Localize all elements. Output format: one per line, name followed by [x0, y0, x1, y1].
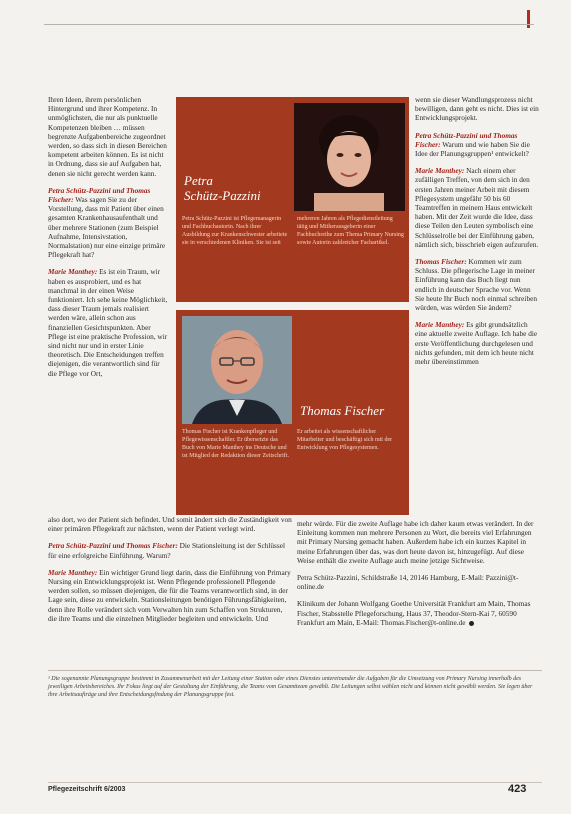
- petra-portrait-illustration: [294, 103, 405, 211]
- speaker-label: Marie Manthey:: [415, 320, 465, 330]
- petra-bio-text: Petra Schütz-Pazzini ist Pflegemanagerin und Fachbuchautorin. Nach ihrer Ausbildung zur Krankenschwester arbeitete sie in verschiedenen Kliniken. Sie ist seit mehreren Jahren als Pflegedienstleitung tätig und Mitherausgeberin einer Fachbuchreihe zum Thema Primary Nursing sowie Autorin zahlreicher Fachartikel.: [182, 216, 404, 246]
- petra-last-name: Schütz-Pazzini: [184, 188, 261, 203]
- journal-issue: Pflegezeitschrift 6/2003: [48, 786, 126, 793]
- speaker-label: Thomas Fischer:: [415, 257, 467, 267]
- speaker-label: Marie Manthey:: [48, 567, 98, 577]
- petra-profile-box: [176, 97, 409, 302]
- petra-name: [184, 173, 261, 203]
- end-of-article-icon: [469, 621, 474, 626]
- paragraph: [415, 166, 541, 249]
- thomas-profile-box: [176, 310, 409, 515]
- paragraph: [415, 320, 541, 366]
- speaker-label: Petra Schütz-Pazzini und Thomas Fischer:: [48, 541, 178, 551]
- paragraph-text: also dort, wo der Patient sich befindet. Und somit ändert sich die Zuständigkeit von einer primären Pflegekraft zur nächsten, wenn der Patient verlegt wird.: [48, 515, 292, 534]
- paragraph: [48, 267, 168, 377]
- bottom-left-text: [48, 515, 293, 631]
- paragraph: [415, 257, 541, 312]
- left-text-column: [48, 95, 168, 386]
- paragraph-text: Es gibt grundsätzlich eine aktuelle zweite Auflage. Ich habe die erste Veröffentlichung durchgelesen und nichts gefunden, mit dem ich heute nicht mehr übereinstimmen: [415, 320, 538, 367]
- paragraph: [48, 186, 168, 260]
- speaker-label: Petra Schütz-Pazzini und Thomas Fischer:: [48, 185, 151, 205]
- bottom-right-text: [297, 519, 542, 635]
- paragraph: [48, 541, 293, 559]
- paragraph-text: Kommen wir zum Schluss. Die pflegerische Lage in meiner Einführung kann das Buch liegt nun endlich in deutscher Sprache vor. Wenn Sie heute Ihr Buch noch einmal schreiben würden, was würden Sie ändern?: [415, 257, 537, 313]
- paragraph: [415, 131, 541, 159]
- right-text-column: [415, 95, 541, 374]
- thomas-portrait-photo: [182, 316, 292, 424]
- author-address: [297, 599, 542, 627]
- paragraph: mehr würde. Für die zweite Auflage habe ich daher kaum etwas verändert. In der Einleitung kommen nun mehrere Personen zu Wort, die bereits viel Erfahrungen mit Primary Nursing gemacht haben. Außerdem habe ich ein kurzes Kapitel in meine Erfahrungen über das, was dort heute davon ist, hinzugefügt. Auf diese Weise enthält die zweite Auflage auch meine jetzige Sichtweise.: [297, 519, 534, 565]
- paragraph-text: Ein wichtiger Grund liegt darin, dass die Einführung von Primary Nursing ein Entwicklungsprojekt ist. Wenn Pflegende professionell Pflegende werden sollen, so müssen diejenigen, die für die Teams verantwortlich sind, in der Lage sein, diese zu entwickeln. Stationsleitungen benötigen Führungsfähigkeiten, denn ihre Rolle verändert sich vom Verwalten hin zum Schaffen von Strukturen, die ihre Teams und die einzelnen Mitglieder begleiten und entwickeln. Und: [48, 567, 291, 623]
- paragraph-text: Nach einem eher zufälligen Treffen, von dem sich in den ersten Jahren meiner Arbeit mit diesem Pflegesystem ungefähr 50 bis 60 Teamtreffen in meinem Haus entwickelt haben. Mit der Zeit wurde die Idee, dass diese Teilen den Leuten symbolisch eine Schlüsselrolle bei der Einführung gaben, nämlich sich, bisschrieb eigen aufzurufen.: [415, 166, 539, 249]
- paragraph-text: Was sagen Sie zu der Vorstellung, dass mit Patient über einen gesamten Krankenhausaufenthalt und über mehrere Stationen (zum Beispiel Aufnahme, Intensivstation, Normalstation) nur eine einzige primäre Pflegekraft hat?: [48, 195, 166, 260]
- footer-rule: [48, 782, 542, 783]
- footnote-rule: [48, 670, 542, 671]
- paragraph-text: Ihren Ideen, ihrem persönlichen Hintergrund und ihrer Kompetenz. In unmöglichsten, die nur als punktuelle Kompetenzen bleiben … müssen begrenzte Aufgabenbereiche zugeordnet werden, so dass sich in diesen Bereichen kompetent arbeiten können. Es ist nicht in Ordnung, dass sie auf Aufgaben hat, denen sie nicht gerecht werden kann.: [48, 95, 167, 178]
- petra-first-name: Petra: [184, 173, 213, 188]
- paragraph-text: Die Stationsleitung ist der Schlüssel für eine erfolgreiche Einführung. Warum?: [48, 541, 285, 560]
- page-number: 423: [508, 783, 527, 795]
- author-address-text: Klinikum der Johann Wolfgang Goethe Universität Frankfurt am Main, Thomas Fischer, Stabsstelle Pflegeforschung, Haus 37, Theodor-Stern-Kai 7, 60590 Frankfurt am Main, E-Mail: Thomas.Fischer@t-online.de: [297, 599, 531, 627]
- header-rule: [44, 24, 534, 25]
- paragraph: [48, 95, 168, 178]
- paragraph-text: Warum und wie haben Sie die Idee der Planungsgruppen¹ entwickelt?: [415, 139, 530, 159]
- thomas-portrait-illustration: [182, 316, 292, 424]
- paragraph-text: wenn sie dieser Wandlungsprozess nicht bewilligen, dann geht es nicht. Dies ist ein Entwicklungsprojekt.: [415, 95, 539, 123]
- paragraph: [415, 95, 541, 123]
- paragraph-text: Es ist ein Traum, wir haben es ausprobiert, und es hat manchmal in der einen Weise funktioniert. Ich sehe keine Möglichkeit, dass dieser Traum jemals realisiert werden wäre, allein schon aus finanziellen Gesichtspunkten. Aber Pflege ist eine praktische Profession, wir sind nicht nur und in erster Linie theoretisch. Die Entscheidungen treffen diejenigen, die verantwortlich sind für die Pflege vor Ort,: [48, 267, 168, 378]
- thomas-name: Thomas Fischer: [300, 403, 385, 418]
- paragraph: [48, 515, 293, 533]
- petra-portrait-photo: [294, 103, 405, 211]
- paragraph: [48, 568, 293, 623]
- header-accent-bar: [527, 10, 530, 28]
- speaker-label: Petra Schütz-Pazzini und Thomas Fischer:: [415, 130, 518, 149]
- speaker-label: Marie Manthey:: [48, 267, 98, 277]
- footnote: ¹ Die sogenannte Planungsgruppe bestimmt in Zusammenarbeit mit der Leitung einer Station oder eines Dienstes untereinander die Aufgaben für die Umsetzung von Primary Nursing innerhalb des jeweiligen Arbeitsbereiches. Ihr Fokus liegt auf der Gestaltung der Einführung, die Teams vom Gesamtteam gewählt. Die Leitungen selbst wählen nicht und können nicht gewählt werden. Sie legen über ihre Arbeitsaufträge und ihre Entscheidungsfindung der Planungsgruppe fest.: [48, 676, 533, 698]
- speaker-label: Marie Manthey:: [415, 166, 465, 176]
- author-address: Petra Schütz-Pazzini, Schildstraße 14, 20146 Hamburg, E-Mail: Pazzini@t-online.de: [297, 573, 519, 592]
- thomas-bio-text: Thomas Fischer ist Krankenpfleger und Pflegewissenschaftler. Er übersetzte das Buch von Marie Manthey ins Deutsche und ist Mitglied der Redaktion dieser Zeitschrift. Er arbeitet als wissenschaftlicher Mitarbeiter und beschäftigt sich mit der Entwicklung von Pflegesystemen.: [182, 429, 393, 459]
